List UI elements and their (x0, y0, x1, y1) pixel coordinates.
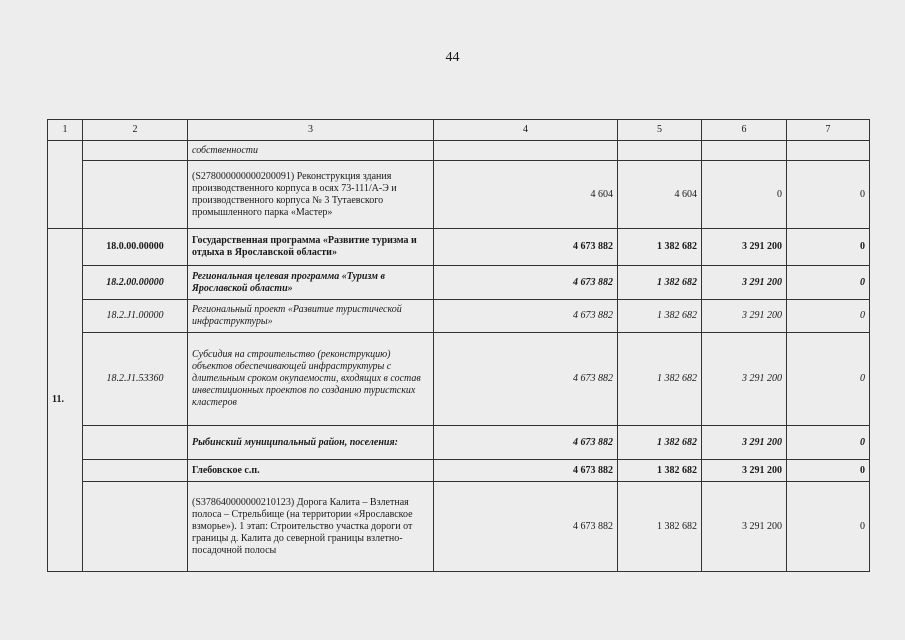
value-cell: 3 291 200 (702, 229, 787, 266)
code-cell (83, 460, 188, 482)
value-cell: 3 291 200 (702, 426, 787, 460)
value-cell (434, 141, 618, 161)
table-row (48, 460, 870, 482)
table-row (48, 426, 870, 460)
code-cell (83, 161, 188, 229)
value-cell: 3 291 200 (702, 300, 787, 333)
name-cell: Региональная целевая программа «Туризм в Ярославской области» (188, 266, 434, 300)
value-cell (787, 141, 870, 161)
value-cell: 4 673 882 (434, 426, 618, 460)
value-cell: 0 (787, 482, 870, 572)
value-cell: 0 (787, 300, 870, 333)
header-row (48, 120, 870, 141)
table-row (48, 229, 870, 266)
value-cell: 1 382 682 (618, 460, 702, 482)
header-cell: 7 (787, 120, 870, 141)
header-cell: 2 (83, 120, 188, 141)
code-cell: 18.0.00.00000 (83, 229, 188, 266)
header-cell: 6 (702, 120, 787, 141)
header-cell: 3 (188, 120, 434, 141)
row-number-cell (48, 141, 83, 229)
value-cell: 1 382 682 (618, 482, 702, 572)
code-cell: 18.2.J1.53360 (83, 333, 188, 426)
header-cell: 4 (434, 120, 618, 141)
name-cell: собственности (188, 141, 434, 161)
table-row (48, 141, 870, 161)
value-cell: 0 (787, 333, 870, 426)
value-cell: 1 382 682 (618, 333, 702, 426)
name-cell: Глебовское с.п. (188, 460, 434, 482)
value-cell: 0 (702, 161, 787, 229)
value-cell (618, 141, 702, 161)
table-row (48, 266, 870, 300)
code-cell: 18.2.J1.00000 (83, 300, 188, 333)
value-cell: 3 291 200 (702, 266, 787, 300)
table-row (48, 161, 870, 229)
value-cell: 4 604 (618, 161, 702, 229)
value-cell: 0 (787, 161, 870, 229)
value-cell: 0 (787, 266, 870, 300)
value-cell: 0 (787, 426, 870, 460)
value-cell: 3 291 200 (702, 333, 787, 426)
value-cell (702, 141, 787, 161)
code-cell: 18.2.00.00000 (83, 266, 188, 300)
header-cell: 5 (618, 120, 702, 141)
value-cell: 3 291 200 (702, 482, 787, 572)
value-cell: 4 604 (434, 161, 618, 229)
value-cell: 4 673 882 (434, 229, 618, 266)
value-cell: 1 382 682 (618, 229, 702, 266)
budget-table (47, 119, 870, 572)
value-cell: 4 673 882 (434, 333, 618, 426)
value-cell: 1 382 682 (618, 426, 702, 460)
name-cell: (S278000000000200091) Реконструкция здания производственного корпуса в осях 73-111/А-Э и производственного корпуса № 3 Тутаевского промышленного парка «Мастер» (188, 161, 434, 229)
name-cell: Субсидия на строительство (реконструкцию) объектов обеспечивающей инфраструктуры с длительным сроком окупаемости, входящих в состав инвестиционных проектов по созданию туристских кластеров (188, 333, 434, 426)
table-row (48, 482, 870, 572)
table-row (48, 333, 870, 426)
value-cell: 1 382 682 (618, 266, 702, 300)
page-number: 44 (445, 50, 460, 65)
value-cell: 4 673 882 (434, 300, 618, 333)
name-cell: (S378640000000210123) Дорога Калита – Взлетная полоса – Стрельбище (на территории «Ярославское взморье»). 1 этап: Строительство участка дороги от границы д. Калита до северной границы взлетно-посадочной полосы (188, 482, 434, 572)
header-cell: 1 (48, 120, 83, 141)
table-row (48, 300, 870, 333)
code-cell (83, 426, 188, 460)
value-cell: 3 291 200 (702, 460, 787, 482)
code-cell (83, 141, 188, 161)
value-cell: 0 (787, 229, 870, 266)
name-cell: Государственная программа «Развитие туризма и отдыха в Ярославской области» (188, 229, 434, 266)
value-cell: 1 382 682 (618, 300, 702, 333)
name-cell: Рыбинский муниципальный район, поселения: (188, 426, 434, 460)
value-cell: 0 (787, 460, 870, 482)
name-cell: Региональный проект «Развитие туристической инфраструктуры» (188, 300, 434, 333)
value-cell: 4 673 882 (434, 482, 618, 572)
value-cell: 4 673 882 (434, 460, 618, 482)
row-number-cell: 11. (48, 229, 83, 572)
code-cell (83, 482, 188, 572)
value-cell: 4 673 882 (434, 266, 618, 300)
